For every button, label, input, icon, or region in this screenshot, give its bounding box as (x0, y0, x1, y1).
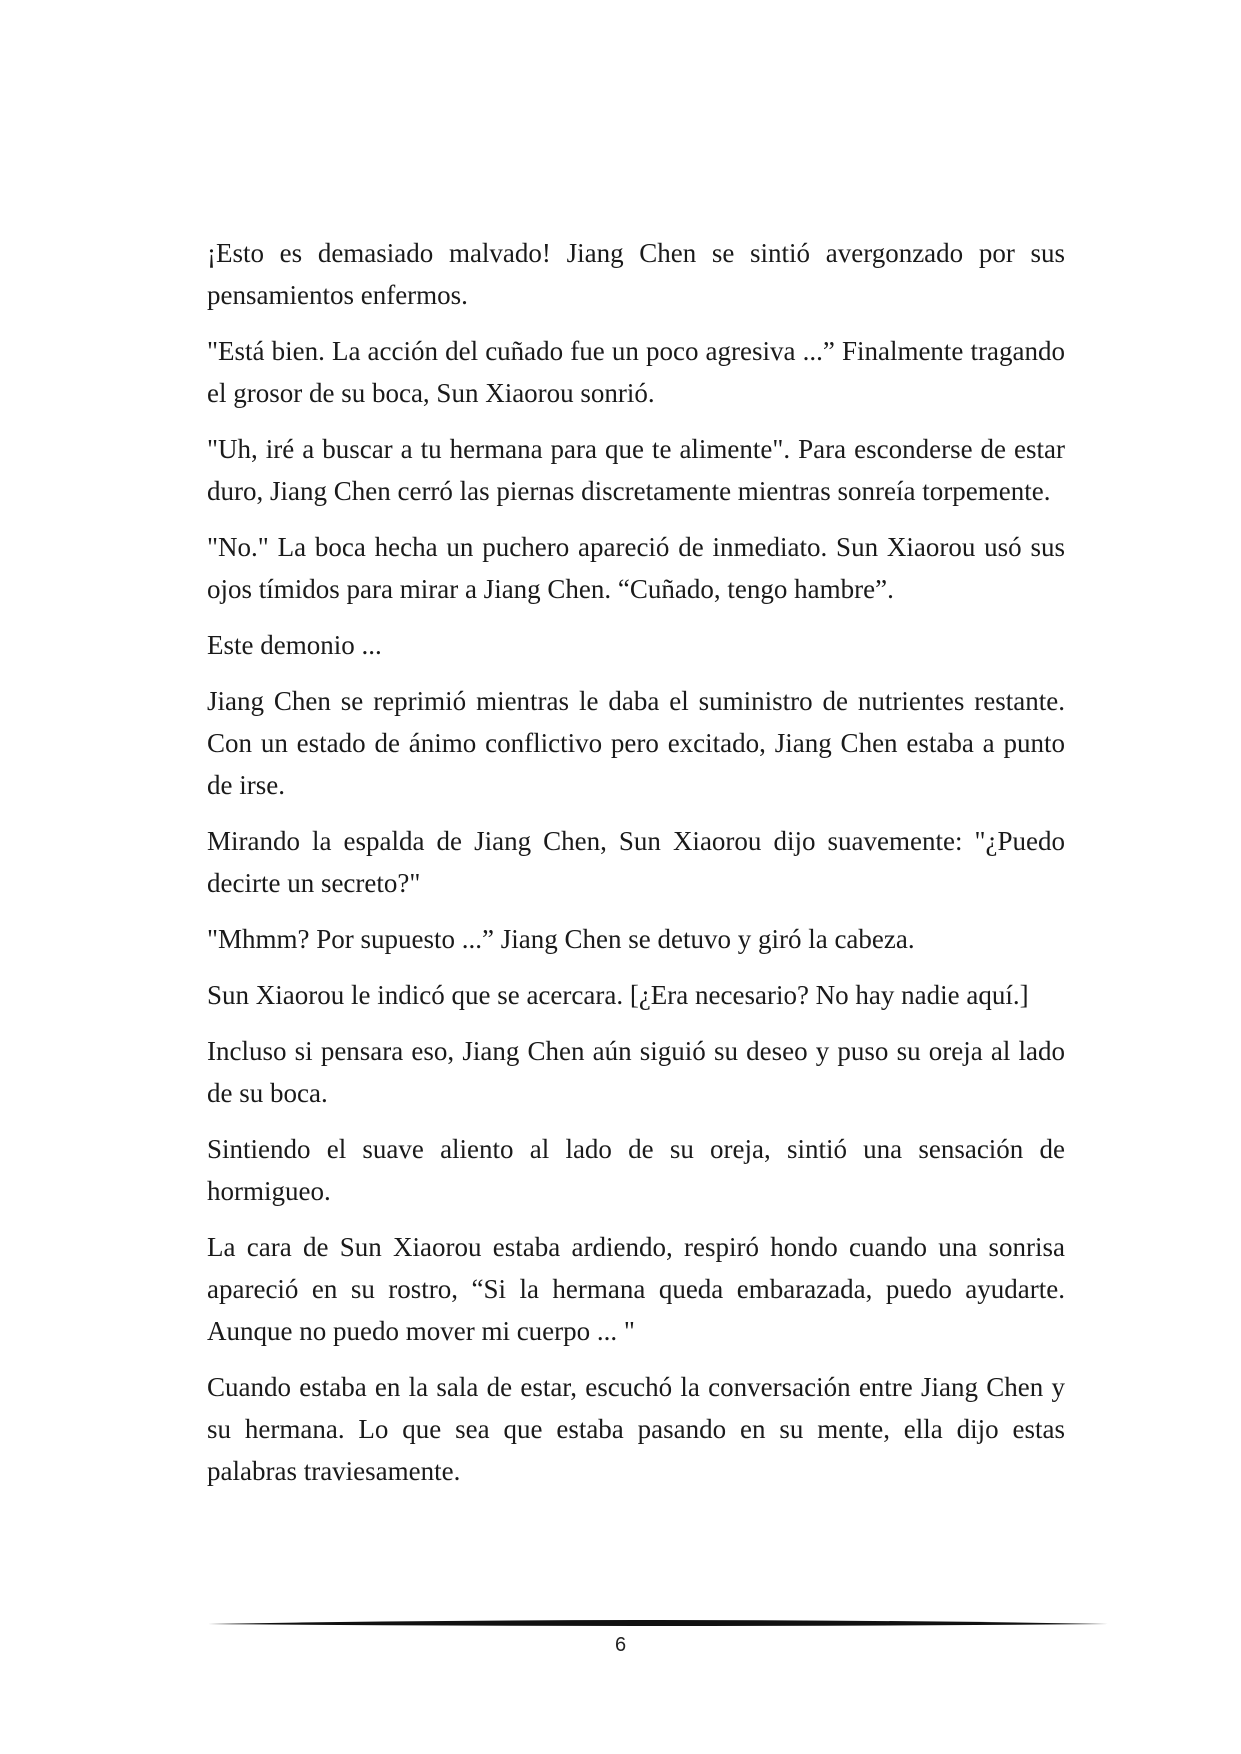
paragraph-1: ¡Esto es demasiado malvado! Jiang Chen se sintió avergonzado por sus pensamientos enfermos. (207, 238, 1065, 310)
paragraph-5: Este demonio ... (207, 630, 382, 660)
paragraph-13: Cuando estaba en la sala de estar, escuchó la conversación entre Jiang Chen y su hermana. Lo que sea que estaba pasando en su mente, ella dijo estas palabras traviesamente. (207, 1372, 1065, 1486)
paragraph-8: "Mhmm? Por supuesto ...” Jiang Chen se detuvo y giró la cabeza. (207, 924, 915, 954)
page-number: 6 (614, 1634, 627, 1656)
paragraph-3: "Uh, iré a buscar a tu hermana para que te alimente". Para esconderse de estar duro, Jiang Chen cerró las piernas discretamente mientras sonreía torpemente. (207, 434, 1065, 506)
footer-divider-stroke (208, 1620, 1108, 1626)
paragraph-2: "Está bien. La acción del cuñado fue un poco agresiva ...” Finalmente tragando el grosor de su boca, Sun Xiaorou sonrió. (207, 336, 1065, 408)
paragraph-4: "No." La boca hecha un puchero apareció de inmediato. Sun Xiaorou usó sus ojos tímidos para mirar a Jiang Chen. “Cuñado, tengo hambre”. (207, 532, 1065, 604)
paragraph-6: Jiang Chen se reprimió mientras le daba el suministro de nutrientes restante. Con un estado de ánimo conflictivo pero excitado, Jiang Chen estaba a punto de irse. (207, 686, 1065, 800)
paragraph-9: Sun Xiaorou le indicó que se acercara. [¿Era necesario? No hay nadie aquí.] (207, 980, 1029, 1010)
paragraph-12: La cara de Sun Xiaorou estaba ardiendo, respiró hondo cuando una sonrisa apareció en su rostro, “Si la hermana queda embarazada, puedo ayudarte. Aunque no puedo mover mi cuerpo ... " (207, 1232, 1065, 1346)
body-text (207, 232, 1065, 1506)
paragraph-10: Incluso si pensara eso, Jiang Chen aún siguió su deseo y puso su oreja al lado de su boca. (207, 1036, 1065, 1108)
footer-divider (208, 1618, 1108, 1630)
paragraph-11: Sintiendo el suave aliento al lado de su oreja, sintió una sensación de hormigueo. (207, 1134, 1065, 1206)
paragraph-7: Mirando la espalda de Jiang Chen, Sun Xiaorou dijo suavemente: "¿Puedo decirte un secreto?" (207, 826, 1065, 898)
